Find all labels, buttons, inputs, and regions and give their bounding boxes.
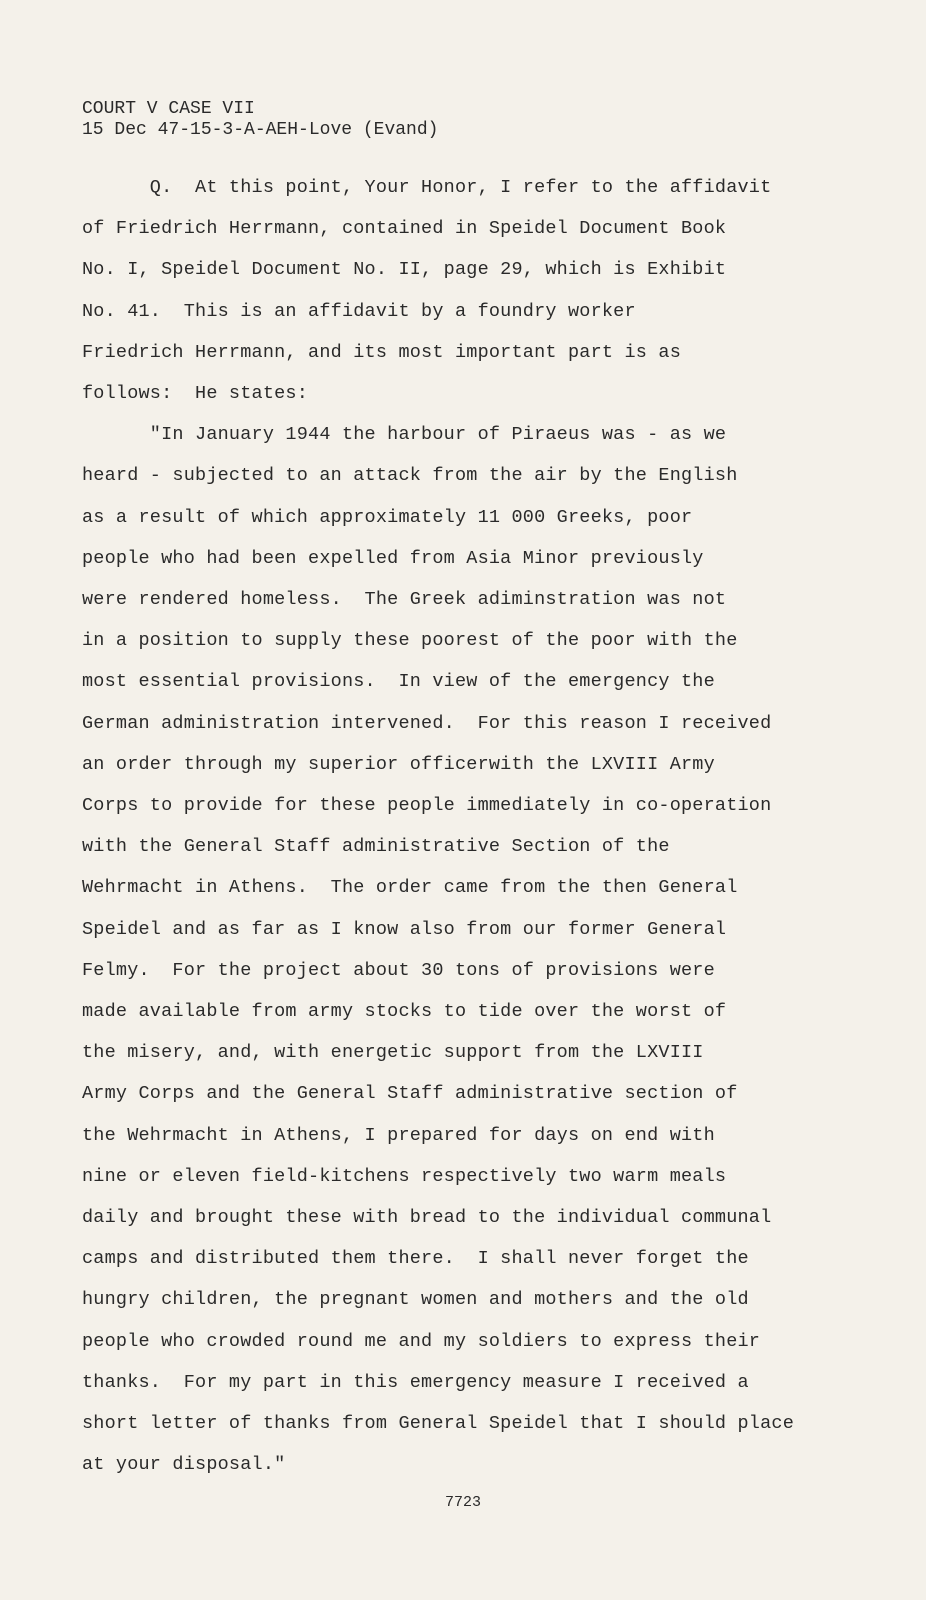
text-line: made available from army stocks to tide over the worst of [82, 1001, 727, 1023]
text-line: No. I, Speidel Document No. II, page 29, which is Exhibit [82, 259, 727, 281]
text-line: were rendered homeless. The Greek adiminstration was not [82, 589, 727, 611]
text-line: camps and distributed them there. I shall never forget the [82, 1248, 749, 1270]
text-line: at your disposal." [82, 1454, 286, 1476]
text-line: Wehrmacht in Athens. The order came from the then General [82, 877, 738, 899]
text-line: in a position to supply these poorest of the poor with the [82, 630, 738, 652]
text-line: "In January 1944 the harbour of Piraeus was - as we [82, 424, 727, 446]
text-line: Army Corps and the General Staff administrative section of [82, 1083, 738, 1105]
text-line: thanks. For my part in this emergency measure I received a [82, 1371, 749, 1393]
text-line: Speidel and as far as I know also from our former General [82, 918, 727, 940]
header-court-case: COURT V CASE VII [82, 99, 255, 119]
text-line: as a result of which approximately 11 000 Greeks, poor [82, 506, 693, 528]
text-line: most essential provisions. In view of the emergency the [82, 671, 715, 693]
text-line: Friedrich Herrmann, and its most important part is as [82, 341, 681, 363]
header-date-reference: 15 Dec 47-15-3-A-AEH-Love (Evand) [82, 120, 439, 140]
text-line: Q. At this point, Your Honor, I refer to the affidavit [82, 177, 772, 198]
text-line: nine or eleven field-kitchens respectively two warm meals [82, 1165, 727, 1187]
text-line: with the General Staff administrative Section of the [82, 836, 670, 858]
document-header [82, 99, 438, 141]
text-line: the Wehrmacht in Athens, I prepared for days on end with [82, 1124, 715, 1146]
text-line: Corps to provide for these people immediately in co-operation [82, 795, 772, 817]
testimony-text [82, 167, 882, 1486]
text-line: of Friedrich Herrmann, contained in Speidel Document Book [82, 218, 727, 240]
text-line: Felmy. For the project about 30 tons of provisions were [82, 959, 715, 981]
text-line: German administration intervened. For this reason I received [82, 712, 772, 734]
text-line: people who crowded round me and my soldiers to express their [82, 1330, 761, 1352]
text-line: an order through my superior officerwith the LXVIII Army [82, 753, 715, 775]
text-line: No. 41. This is an affidavit by a foundry worker [82, 300, 636, 322]
text-line: people who had been expelled from Asia Minor previously [82, 547, 704, 569]
text-line: heard - subjected to an attack from the air by the English [82, 465, 738, 487]
text-line: short letter of thanks from General Speidel that I should place [82, 1413, 795, 1435]
text-line: follows: He states: [82, 383, 309, 405]
page-number: 7723 [444, 1494, 481, 1511]
text-line: hungry children, the pregnant women and mothers and the old [82, 1289, 749, 1311]
text-line: the misery, and, with energetic support from the LXVIII [82, 1042, 704, 1064]
text-line: daily and brought these with bread to the individual communal [82, 1207, 772, 1229]
